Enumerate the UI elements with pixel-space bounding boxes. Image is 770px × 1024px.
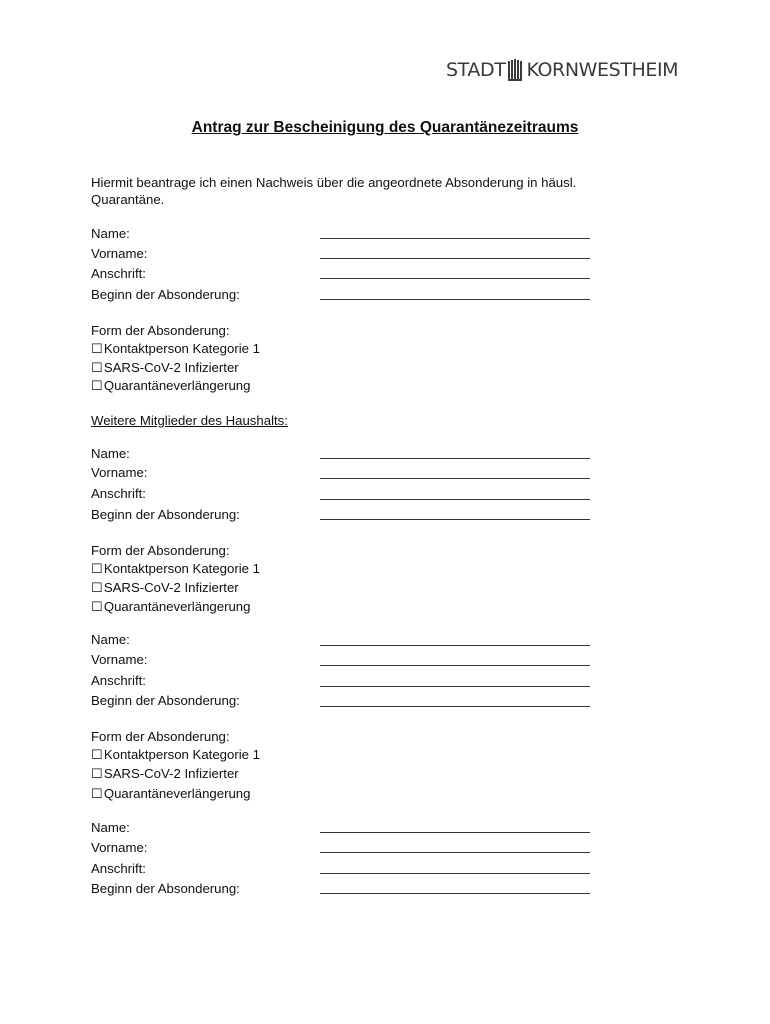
option-label: Kontaktperson Kategorie 1 xyxy=(103,561,260,576)
option-label: SARS-CoV-2 Infizierter xyxy=(103,580,239,595)
anschrift-line[interactable] xyxy=(320,278,590,279)
form-heading: Form der Absonderung: xyxy=(91,323,230,338)
checkbox-icon[interactable]: ☐ xyxy=(91,378,103,393)
checkbox-icon[interactable]: ☐ xyxy=(91,561,103,576)
logo-stadt-kornwestheim xyxy=(446,59,678,81)
name-line[interactable] xyxy=(320,832,590,833)
logo-emblem-icon xyxy=(508,59,524,81)
logo-text-left: STADT xyxy=(446,59,506,81)
option-infizierter[interactable] xyxy=(91,359,239,376)
name-label: Name: xyxy=(91,446,130,461)
checkbox-icon[interactable]: ☐ xyxy=(91,341,103,356)
beginn-label: Beginn der Absonderung: xyxy=(91,693,240,708)
checkbox-icon[interactable]: ☐ xyxy=(91,580,103,595)
checkbox-icon[interactable]: ☐ xyxy=(91,360,103,375)
name-label: Name: xyxy=(91,632,130,647)
logo-text-right: KORNWESTHEIM xyxy=(526,59,679,81)
beginn-label: Beginn der Absonderung: xyxy=(91,287,240,302)
name-line[interactable] xyxy=(320,238,590,239)
name-label: Name: xyxy=(91,226,130,241)
name-label: Name: xyxy=(91,820,130,835)
vorname-label: Vorname: xyxy=(91,246,148,261)
beginn-line[interactable] xyxy=(320,519,590,520)
vorname-line[interactable] xyxy=(320,478,590,479)
option-kontaktperson[interactable] xyxy=(91,560,260,577)
beginn-line[interactable] xyxy=(320,299,590,300)
vorname-label: Vorname: xyxy=(91,652,148,667)
beginn-line[interactable] xyxy=(320,706,590,707)
name-line[interactable] xyxy=(320,645,590,646)
checkbox-icon[interactable]: ☐ xyxy=(91,786,103,801)
option-label: Kontaktperson Kategorie 1 xyxy=(103,747,260,762)
option-kontaktperson[interactable] xyxy=(91,340,260,357)
option-label: Quarantäneverlängerung xyxy=(103,786,251,801)
beginn-label: Beginn der Absonderung: xyxy=(91,881,240,896)
checkbox-icon[interactable]: ☐ xyxy=(91,766,103,781)
vorname-label: Vorname: xyxy=(91,465,148,480)
option-verlaengerung[interactable] xyxy=(91,598,250,615)
beginn-label: Beginn der Absonderung: xyxy=(91,507,240,522)
anschrift-line[interactable] xyxy=(320,499,590,500)
option-label: SARS-CoV-2 Infizierter xyxy=(103,766,239,781)
household-heading: Weitere Mitglieder des Haushalts: xyxy=(91,413,288,428)
option-verlaengerung[interactable] xyxy=(91,377,250,394)
option-label: Kontaktperson Kategorie 1 xyxy=(103,341,260,356)
option-label: SARS-CoV-2 Infizierter xyxy=(103,360,239,375)
vorname-label: Vorname: xyxy=(91,840,148,855)
anschrift-label: Anschrift: xyxy=(91,266,146,281)
form-heading: Form der Absonderung: xyxy=(91,543,230,558)
option-label: Quarantäneverlängerung xyxy=(103,378,251,393)
anschrift-label: Anschrift: xyxy=(91,861,146,876)
checkbox-icon[interactable]: ☐ xyxy=(91,599,103,614)
option-infizierter[interactable] xyxy=(91,579,239,596)
anschrift-line[interactable] xyxy=(320,873,590,874)
name-line[interactable] xyxy=(320,458,590,459)
vorname-line[interactable] xyxy=(320,665,590,666)
option-label: Quarantäneverlängerung xyxy=(103,599,251,614)
document-title: Antrag zur Bescheinigung des Quarantänezeitraums xyxy=(191,119,579,136)
vorname-line[interactable] xyxy=(320,258,590,259)
checkbox-icon[interactable]: ☐ xyxy=(91,747,103,762)
intro-text: Hiermit beantrage ich einen Nachweis über die angeordnete Absonderung in häusl. Quarantäne. xyxy=(91,175,577,207)
option-verlaengerung[interactable] xyxy=(91,785,250,802)
anschrift-label: Anschrift: xyxy=(91,673,146,688)
vorname-line[interactable] xyxy=(320,852,590,853)
beginn-line[interactable] xyxy=(320,893,590,894)
anschrift-line[interactable] xyxy=(320,686,590,687)
option-infizierter[interactable] xyxy=(91,765,239,782)
anschrift-label: Anschrift: xyxy=(91,486,146,501)
option-kontaktperson[interactable] xyxy=(91,746,260,763)
form-heading: Form der Absonderung: xyxy=(91,729,230,744)
